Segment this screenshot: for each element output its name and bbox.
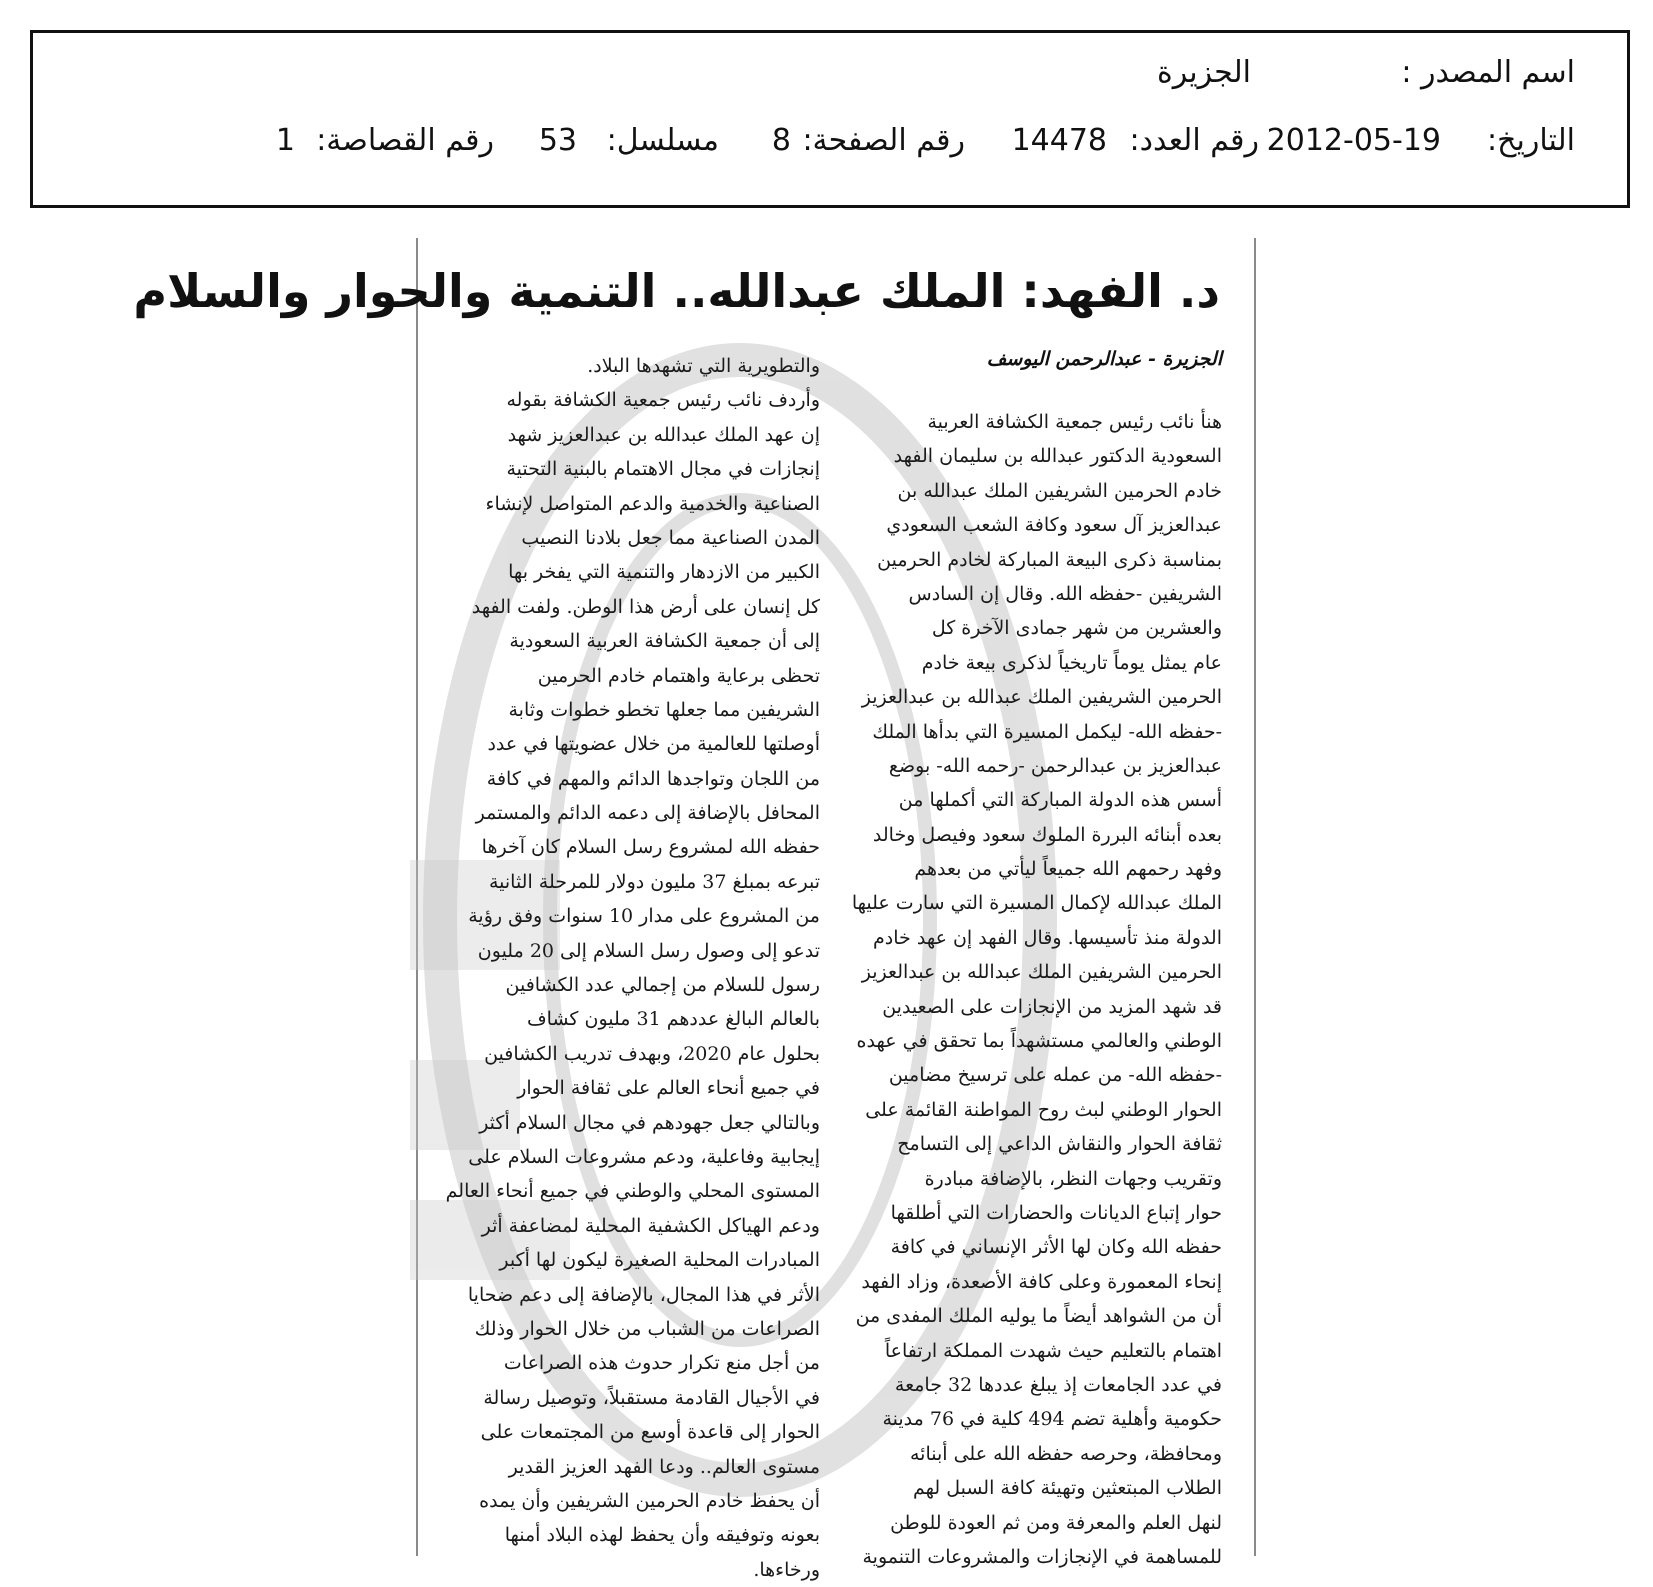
article-text-line: من المشروع على مدار 10 سنوات وفق رؤية	[468, 905, 820, 928]
clip-label: رقم القصاصة:	[316, 123, 494, 158]
article-text-line: الحوار الوطني لبث روح المواطنة القائمة على	[865, 1098, 1222, 1121]
article-text-line: المحافل بالإضافة إلى دعمه الدائم والمستمر	[475, 802, 820, 825]
article-text-line: إن عهد الملك عبدالله بن عبدالعزيز شهد	[507, 423, 820, 446]
article-text-line: إنحاء المعمورة وعلى كافة الأصعدة، وزاد الفهد	[861, 1270, 1222, 1293]
article-text-line: الحوار إلى قاعدة أوسع من المجتمعات على	[480, 1421, 820, 1444]
article-text-line: بمناسبة ذكرى البيعة المباركة لخادم الحرمين	[877, 548, 1222, 571]
article-text-line: تبرعه بمبلغ 37 مليون دولار للمرحلة الثانية	[488, 870, 820, 893]
article-text-line: للمساهمة في الإنجازات والمشروعات التنموية	[862, 1545, 1222, 1568]
source-info-box	[30, 30, 1630, 208]
article-text-line: الشريفين مما جعلها تخطو خطوات وثابة	[508, 698, 820, 721]
article-byline: الجزيرة - عبدالرحمن اليوسف	[986, 348, 1222, 370]
article-text-line: الكبير من الازدهار والتنمية التي يفخر بها	[508, 561, 820, 584]
article-text-line: وتقريب وجهات النظر، بالإضافة مبادرة	[924, 1167, 1222, 1190]
article-left-column	[430, 349, 820, 1587]
article-text-line: السعودية الدكتور عبدالله بن سليمان الفهد	[893, 445, 1222, 468]
article-text-line: إيجابية وفاعلية، ودعم مشروعات السلام على	[468, 1145, 820, 1168]
article-text-line: ومحافظة، وحرصه حفظه الله على أبنائه	[909, 1442, 1222, 1465]
article-text-line: الملك عبدالله لإكمال المسيرة التي سارت عليها	[852, 892, 1222, 915]
article-text-line: ثقافة الحوار والنقاش الداعي إلى التسامح	[897, 1133, 1222, 1156]
article-text-line: إنجازات في مجال الاهتمام بالبنية التحتية	[506, 458, 820, 481]
article-text-line: حفظه الله لمشروع رسل السلام كان آخرها	[481, 836, 820, 859]
article-text-line: الوطني والعالمي مستشهداً بما تحقق في عهده	[856, 1030, 1222, 1053]
article-headline: د. الفهد: الملك عبدالله.. التنمية والحوار والسلام	[133, 264, 1220, 318]
article-text-line: وفهد رحمهم الله جميعاً ليأتي من بعدهم	[914, 858, 1222, 881]
article-text-line: المستوى المحلي والوطني في جميع أنحاء العالم	[445, 1180, 820, 1203]
article-text-line: -حفظه الله- من عمله على ترسيخ مضامين	[888, 1064, 1222, 1087]
source-label: اسم المصدر :	[1401, 55, 1575, 90]
article-text-line: رسول للسلام من إجمالي عدد الكشافين	[505, 974, 820, 997]
left-column-rule	[416, 238, 418, 1556]
article-text-line: أن يحفظ خادم الحرمين الشريفين وأن يمده	[479, 1489, 820, 1512]
article-text-line: أوصلتها للعالمية من خلال عضويتها في عدد	[487, 733, 820, 756]
article-text-line: -حفظه الله- ليكمل المسيرة التي بدأها الملك	[872, 720, 1222, 743]
article-text-line: الأثر في هذا المجال، بالإضافة إلى دعم ضحايا	[467, 1283, 820, 1306]
serial-label: مسلسل:	[606, 123, 719, 158]
source-value: الجزيرة	[1156, 55, 1251, 90]
article-text-line: المبادرات المحلية الصغيرة ليكون لها أكبر	[499, 1249, 820, 1272]
article-text-line: بعده أبنائه البررة الملوك سعود وفيصل وخالد	[872, 823, 1222, 846]
article-text-line: خادم الحرمين الشريفين الملك عبدالله بن	[897, 479, 1222, 502]
article-text-line: تحظى برعاية واهتمام خادم الحرمين	[537, 664, 820, 687]
date-label: التاريخ:	[1487, 123, 1575, 158]
issue-label: رقم العدد:	[1129, 123, 1259, 158]
article-text-line: لنهل العلم والمعرفة ومن ثم العودة للوطن	[890, 1511, 1222, 1534]
article-text-line: تدعو إلى وصول رسل السلام إلى 20 مليون	[477, 939, 820, 962]
article-text-line: مستوى العالم.. ودعا الفهد العزيز القدير	[508, 1455, 820, 1478]
article-text-line: إلى أن جمعية الكشافة العربية السعودية	[509, 630, 820, 653]
article-text-line: حوار إتباع الديانات والحضارات التي أطلقها	[890, 1201, 1222, 1224]
article-text-line: في جميع أنحاء العالم على ثقافة الحوار	[517, 1077, 820, 1100]
right-column-rule	[1254, 238, 1256, 1556]
article-text-line: في عدد الجامعات إذ يبلغ عددها 32 جامعة	[894, 1373, 1222, 1396]
article-text-line: بحلول عام 2020، وبهدف تدريب الكشافين	[484, 1042, 820, 1065]
article-text-line: وأردف نائب رئيس جمعية الكشافة بقوله	[506, 389, 820, 412]
article-right-column	[852, 405, 1222, 1574]
article-text-line: الدولة منذ تأسيسها. وقال الفهد إن عهد خادم	[873, 926, 1222, 949]
date-value: 2012-05-19	[1266, 123, 1441, 158]
issue-value: 14478	[1011, 123, 1107, 158]
article-text-line: والتطويرية التي تشهدها البلاد.	[587, 355, 820, 377]
article-text-line: عبدالعزيز آل سعود وكافة الشعب السعودي	[886, 514, 1222, 537]
article-text-line: الحرمين الشريفين الملك عبدالله بن عبدالعزيز	[861, 686, 1222, 709]
serial-value: 53	[538, 123, 577, 158]
article-text-line: والعشرين من شهر جمادى الآخرة كل	[931, 617, 1222, 640]
article-text-line: عبدالعزيز بن عبدالرحمن -رحمه الله- بوضع	[888, 754, 1222, 777]
article-text-line: بعونه وتوفيقه وأن يحفظ لهذه البلاد أمنها	[504, 1524, 820, 1547]
article-text-line: بالعالم البالغ عددهم 31 مليون كشاف	[526, 1008, 820, 1031]
article-text-line: الصراعات من الشباب من خلال الحوار وذلك	[474, 1317, 820, 1340]
article-text-line: المدن الصناعية مما جعل بلادنا النصيب	[521, 526, 820, 549]
article-text-line: في الأجيال القادمة مستقبلاً، وتوصيل رسالة	[483, 1386, 820, 1409]
clip-value: 1	[275, 123, 295, 158]
article-text-line: ودعم الهياكل الكشفية المحلية لمضاعفة أثر	[481, 1214, 820, 1237]
article-text-line: وبالتالي جعل جهودهم في مجال السلام أكثر	[479, 1111, 820, 1134]
article-text-line: الشريفين -حفظه الله. وقال إن السادس	[908, 582, 1222, 605]
article-text-line: اهتمام بالتعليم حيث شهدت المملكة ارتفاعاً	[884, 1339, 1222, 1362]
article-text-line: من اللجان وتواجدها الدائم والمهم في كافة	[486, 767, 820, 790]
article-text-line: أن من الشواهد أيضاً ما يوليه الملك المفدى من	[855, 1305, 1222, 1328]
article-text-line: الحرمين الشريفين الملك عبدالله بن عبدالعزيز	[861, 961, 1222, 984]
page-label: رقم الصفحة:	[802, 123, 965, 158]
article-text-line: أسس هذه الدولة المباركة التي أكملها من	[898, 789, 1222, 812]
article-text-line: حكومية وأهلية تضم 494 كلية في 76 مدينة	[882, 1408, 1222, 1431]
article-text-line: عام يمثل يوماً تاريخياً لذكرى بيعة خادم	[921, 651, 1222, 674]
article-text-line: من أجل منع تكرار حدوث هذه الصراعات	[503, 1352, 820, 1375]
article-text-line: الطلاب المبتعثين وتهيئة كافة السبل لهم	[912, 1477, 1222, 1500]
article-text-line: الصناعية والخدمية والدعم المتواصل لإنشاء	[485, 492, 820, 515]
article-text-line: قد شهد المزيد من الإنجازات على الصعيدين	[882, 995, 1222, 1018]
article-text-line: هنأ نائب رئيس جمعية الكشافة العربية	[927, 411, 1222, 433]
article-text-line: حفظه الله وكان لها الأثر الإنساني في كافة	[890, 1236, 1222, 1259]
article-text-line: ورخاءها.	[753, 1558, 820, 1581]
article-text-line: كل إنسان على أرض هذا الوطن. ولفت الفهد	[471, 595, 820, 618]
page-value: 8	[771, 123, 791, 158]
